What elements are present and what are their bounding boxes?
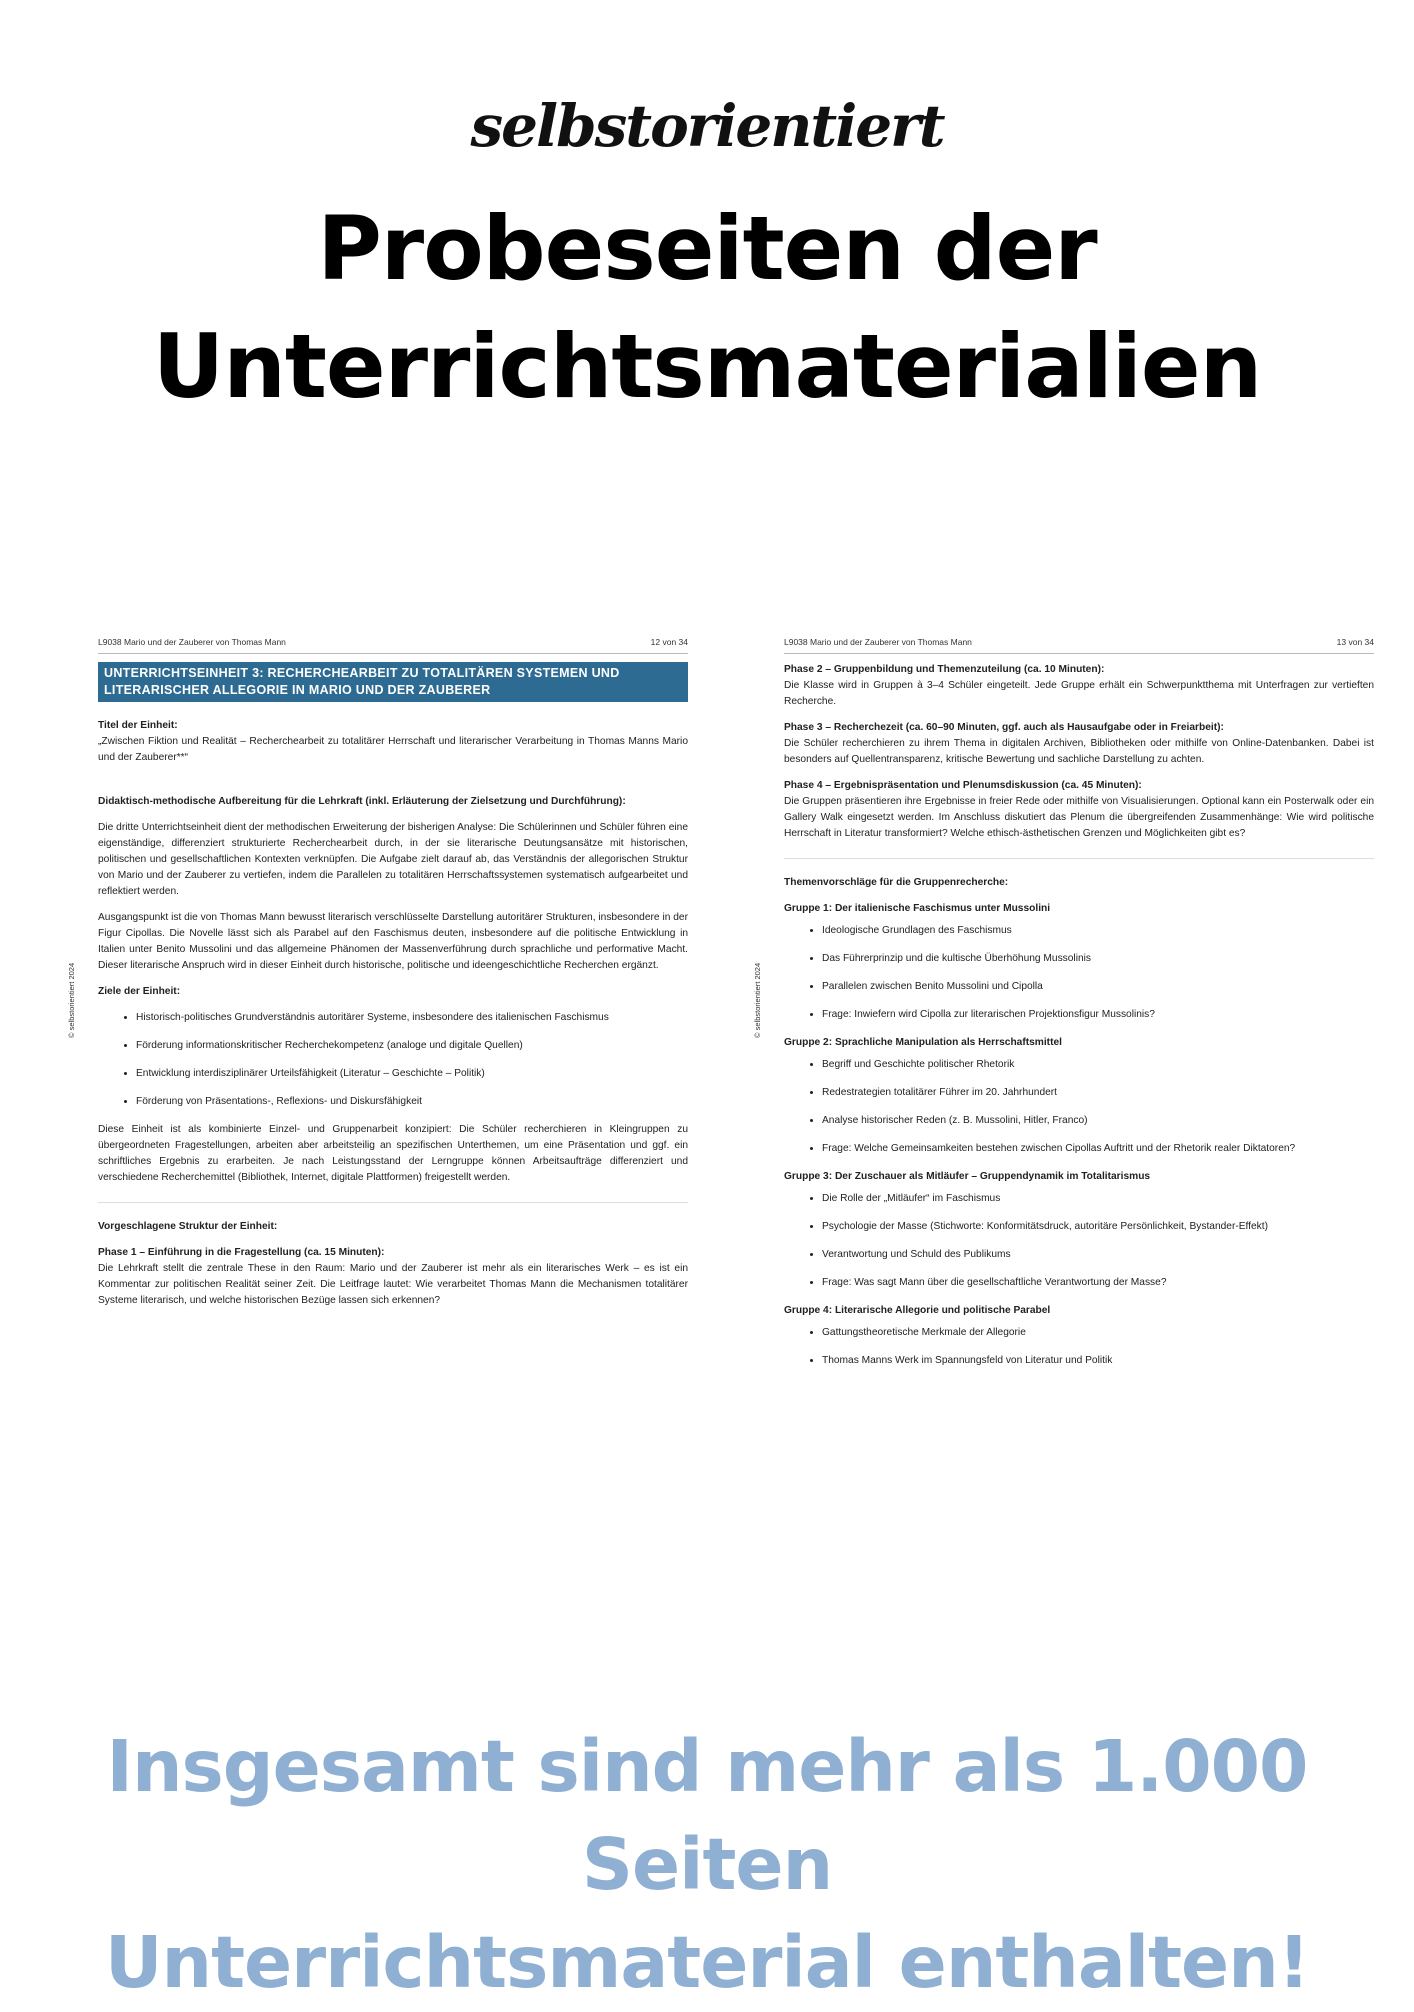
footer-claim bbox=[0, 1718, 1414, 2012]
list-item: • Verantwortung und Schuld des Publikums bbox=[822, 1247, 1374, 1263]
sample-page-right bbox=[753, 628, 1384, 1488]
group-2-list bbox=[784, 1057, 1374, 1157]
list-item: • Frage: Was sagt Mann über die gesellschaftliche Verantwortung der Masse? bbox=[822, 1275, 1374, 1291]
ziele-heading: Ziele der Einheit: bbox=[98, 986, 181, 997]
header-title: L9038 Mario und der Zauberer von Thomas Mann bbox=[98, 637, 286, 647]
phase4-heading: Phase 4 – Ergebnispräsentation und Plenumsdiskussion (ca. 45 Minuten): bbox=[784, 780, 1142, 791]
page-number: 13 von 34 bbox=[1336, 637, 1374, 647]
unit-banner: UNTERRICHTSEINHEIT 3: RECHERCHEARBEIT ZU TOTALITÄREN SYSTEMEN UND LITERARISCHER ALLEGORIE IN MARIO UND DER ZAUBERER bbox=[98, 662, 688, 702]
list-item: • Entwicklung interdisziplinärer Urteilsfähigkeit (Literatur – Geschichte – Politik) bbox=[136, 1066, 688, 1082]
page-title bbox=[0, 190, 1414, 426]
divider bbox=[98, 1202, 688, 1203]
struktur-heading: Vorgeschlagene Struktur der Einheit: bbox=[98, 1221, 278, 1232]
list-item: • Gattungstheoretische Merkmale der Allegorie bbox=[822, 1325, 1374, 1341]
list-item: • Historisch-politisches Grundverständnis autoritärer Systeme, insbesondere des italienischen Faschismus bbox=[136, 1010, 688, 1026]
phase3-text: Die Schüler recherchieren zu ihrem Thema in digitalen Archiven, Bibliotheken oder mithilfe von Online-Datenbanken. Dabei ist besonders auf Quellentransparenz, kritische Bewertung und sachliche Darstellung zu achten. bbox=[784, 738, 1374, 765]
list-item: • Analyse historischer Reden (z. B. Mussolini, Hitler, Franco) bbox=[822, 1113, 1374, 1129]
group-4-list bbox=[784, 1325, 1374, 1369]
list-item: • Parallelen zwischen Benito Mussolini und Cipolla bbox=[822, 979, 1374, 995]
ziele-list bbox=[98, 1010, 688, 1110]
copyright-note: © selbstorientiert 2024 bbox=[753, 962, 762, 1038]
title-label: Titel der Einheit: bbox=[98, 720, 178, 731]
list-item: • Frage: Welche Gemeinsamkeiten bestehen zwischen Cipollas Auftritt und der Rhetorik realer Diktatoren? bbox=[822, 1141, 1374, 1157]
list-item: • Psychologie der Masse (Stichworte: Konformitätsdruck, autoritäre Persönlichkeit, Bystander-Effekt) bbox=[822, 1219, 1374, 1235]
divider bbox=[784, 858, 1374, 859]
header-title: L9038 Mario und der Zauberer von Thomas Mann bbox=[784, 637, 972, 647]
phase3-heading: Phase 3 – Recherchezeit (ca. 60–90 Minuten, ggf. auch als Hausaufgabe oder in Freiarbeit): bbox=[784, 722, 1224, 733]
group-4-title: Gruppe 4: Literarische Allegorie und politische Parabel bbox=[784, 1305, 1051, 1317]
phase1-text: Die Lehrkraft stellt die zentrale These in den Raum: Mario und der Zauberer ist mehr als ein literarisches Werk – es ist ein Kommentar zur politischen Realität seiner Zeit. Die Leitfrage lautet: Wie verarbeitet Thomas Mann die Mechanismen totalitärer Systeme literarisch, und welche historischen Bezüge lassen sich erkennen? bbox=[98, 1263, 688, 1306]
list-item: • Redestrategien totalitärer Führer im 20. Jahrhundert bbox=[822, 1085, 1374, 1101]
copyright-note: © selbstorientiert 2024 bbox=[67, 962, 76, 1038]
brand-logo: selbstorientiert bbox=[470, 92, 944, 160]
phase1-heading: Phase 1 – Einführung in die Fragestellung (ca. 15 Minuten): bbox=[98, 1247, 385, 1258]
didaktik-heading: Didaktisch-methodische Aufbereitung für die Lehrkraft (inkl. Erläuterung der Zielsetzung und Durchführung): bbox=[98, 796, 626, 807]
paragraph-2: Ausgangspunkt ist die von Thomas Mann bewusst literarisch verschlüsselte Darstellung autoritärer Strukturen, insbesondere in der Figur Cipollas. Die Novelle lässt sich als Parabel auf den Faschismus deuten, insbesondere auf die politische Entwicklung in Italien unter Benito Mussolini und das allgemeine Phänomen der Massenverführung durch sprachliche und performative Macht. Dieser literarische Anspruch wird in dieser Einheit durch historische, politische und ideengeschichtliche Recherchen ergänzt. bbox=[98, 912, 688, 971]
group-2-title: Gruppe 2: Sprachliche Manipulation als Herrschaftsmittel bbox=[784, 1037, 1062, 1049]
list-item: • Förderung informationskritischer Recherchekompetenz (analoge und digitale Quellen) bbox=[136, 1038, 688, 1054]
list-item: • Thomas Manns Werk im Spannungsfeld von Literatur und Politik bbox=[822, 1353, 1374, 1369]
page-body bbox=[784, 662, 1374, 1381]
title-line-1: Probeseiten der bbox=[317, 197, 1097, 300]
list-item: • Die Rolle der „Mitläufer“ im Faschismus bbox=[822, 1191, 1374, 1207]
paragraph-1: Die dritte Unterrichtseinheit dient der methodischen Erweiterung der bisherigen Analyse: Die Schülerinnen und Schüler führen eine eigenständige, differenziert strukturierte Recherchearbeit durch, in der sie literarische Deutungsansätze mit historischen, politischen und gesellschaftlichen Kontexten verknüpfen. Die Aufgabe zielt darauf ab, das Verständnis der allegorischen Struktur von Mario und der Zauberer zu vertiefen, indem die Parallelen zu totalitären Herrschaftssystemen systematisch aufgearbeitet und reflektiert werden. bbox=[98, 822, 688, 897]
themen-heading: Themenvorschläge für die Gruppenrecherche: bbox=[784, 877, 1009, 888]
page-header bbox=[784, 634, 1374, 654]
page-header bbox=[98, 634, 688, 654]
sample-page-left bbox=[67, 628, 698, 1488]
phase4-text: Die Gruppen präsentieren ihre Ergebnisse in freier Rede oder mithilfe von Visualisierungen. Optional kann ein Posterwalk oder ein Gallery Walk eingesetzt werden. Im Anschluss diskutiert das Plenum die übergreifenden Zusammenhänge: Wie wird politische Herrschaft in Literatur transformiert? Welche ethisch-ästhetischen Grenzen und Möglichkeiten gibt es? bbox=[784, 796, 1374, 839]
phase2-text: Die Klasse wird in Gruppen à 3–4 Schüler eingeteilt. Jede Gruppe erhält ein Schwerpunktthema mit Unterfragen zur vertieften Recherche. bbox=[784, 680, 1374, 707]
title-text: „Zwischen Fiktion und Realität – Recherchearbeit zu totalitärer Herrschaft und literarischer Verarbeitung in Thomas Manns Mario und der Zauberer**“ bbox=[98, 736, 688, 763]
group-1-title: Gruppe 1: Der italienische Faschismus unter Mussolini bbox=[784, 903, 1051, 915]
group-3-list bbox=[784, 1191, 1374, 1291]
list-item: • Förderung von Präsentations-, Reflexions- und Diskursfähigkeit bbox=[136, 1094, 688, 1110]
paragraph-3: Diese Einheit ist als kombinierte Einzel- und Gruppenarbeit konzipiert: Die Schüler recherchieren in Kleingruppen zu übergeordneten Fragestellungen, arbeiten aber arbeitsteilig an spezifischen Unterthemen, um eine Präsentation und ggf. ein schriftliches Ergebnis zu erarbeiten. Je nach Leistungsstand der Lerngruppe können Arbeitsaufträge differenziert und verschiedene Recherchemittel (Bibliothek, Internet, digitale Plattformen) freigestellt werden. bbox=[98, 1124, 688, 1183]
list-item: • Begriff und Geschichte politischer Rhetorik bbox=[822, 1057, 1374, 1073]
page-number: 12 von 34 bbox=[650, 637, 688, 647]
page-body bbox=[98, 662, 688, 1319]
list-item: • Ideologische Grundlagen des Faschismus bbox=[822, 923, 1374, 939]
footer-line-1: Insgesamt sind mehr als 1.000 Seiten bbox=[106, 1725, 1308, 1906]
group-3-title: Gruppe 3: Der Zuschauer als Mitläufer – Gruppendynamik im Totalitarismus bbox=[784, 1171, 1151, 1183]
list-item: • Das Führerprinzip und die kultische Überhöhung Mussolinis bbox=[822, 951, 1374, 967]
phase2-heading: Phase 2 – Gruppenbildung und Themenzuteilung (ca. 10 Minuten): bbox=[784, 664, 1105, 675]
list-item: • Frage: Inwiefern wird Cipolla zur literarischen Projektionsfigur Mussolinis? bbox=[822, 1007, 1374, 1023]
group-1-list bbox=[784, 923, 1374, 1023]
title-line-2: Unterrichtsmaterialien bbox=[152, 315, 1262, 418]
footer-line-2: Unterrichtsmaterial enthalten! bbox=[104, 1921, 1310, 2004]
